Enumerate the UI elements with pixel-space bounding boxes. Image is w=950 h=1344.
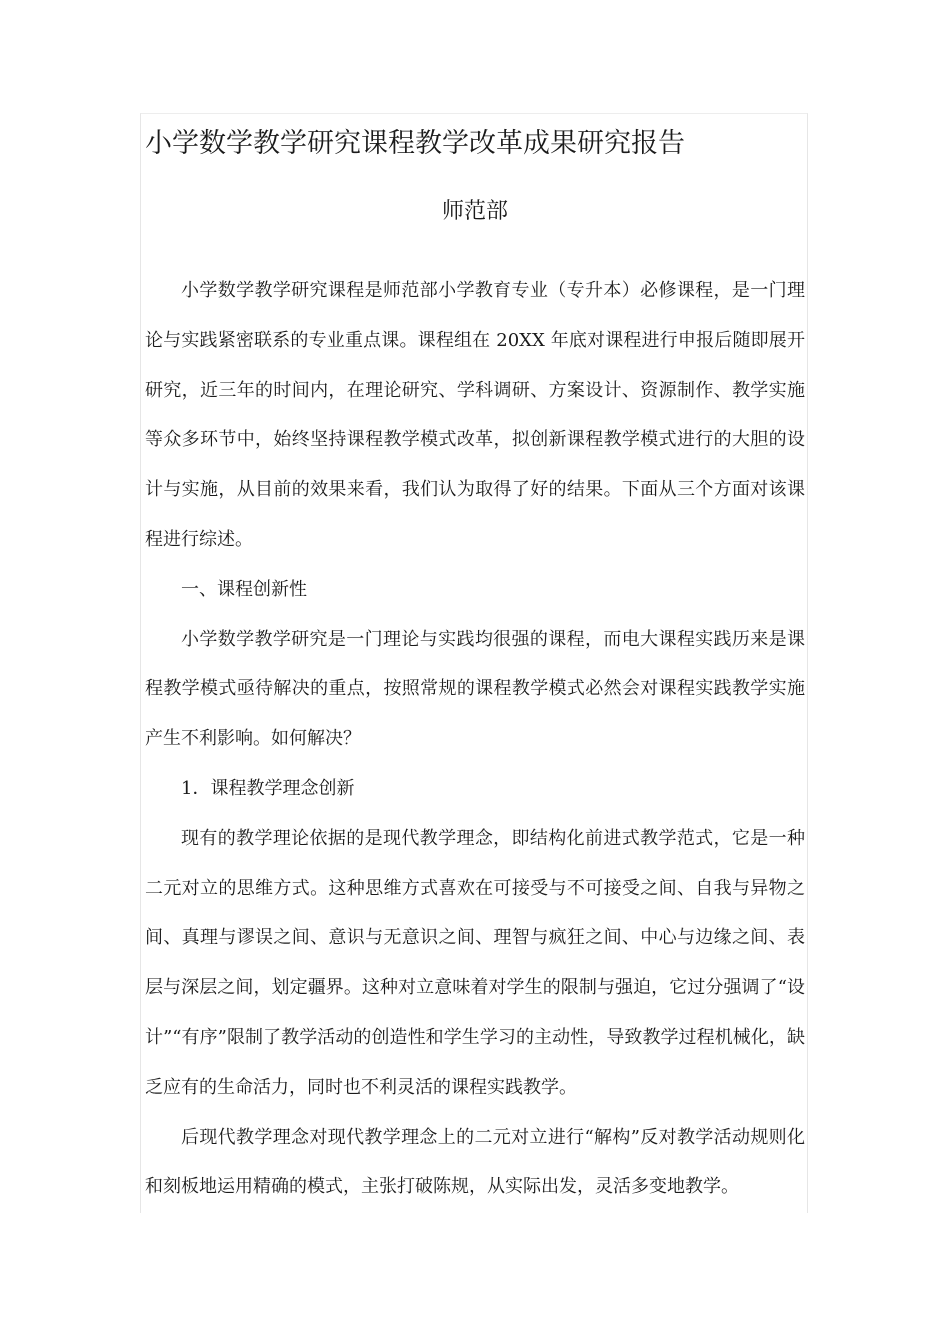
paragraph-modern-concept: 现有的教学理论依据的是现代教学理念，即结构化前进式教学范式，它是一种二元对立的思维方式。这种思维方式喜欢在可接受与不可接受之间、自我与异物之间、真理与谬误之间、意识与无意识之间、理智与疯狂之间、中心与边缘之间、表层与深层之间，划定疆界。这种对立意味着对学生的限制与强迫，它过分强调了“设计”“有序”限制了教学活动的创造性和学生学习的主动性，导致教学过程机械化，缺乏应有的生命活力，同时也不利灵活的课程实践教学。 <box>145 827 805 1098</box>
subsection-heading-concept: 1．课程教学理念创新 <box>181 777 355 799</box>
section-heading-innovation: 一、课程创新性 <box>181 578 307 600</box>
document-body <box>145 266 805 1212</box>
paragraph-innovation: 小学数学教学研究是一门理论与实践均很强的课程，而电大课程实践历来是课程教学模式亟待解决的重点，按照常规的课程教学模式必然会对课程实践教学实施产生不利影响。如何解决？ <box>145 628 805 750</box>
paragraph-postmodern-concept: 后现代教学理念对现代教学理念上的二元对立进行“解构”反对教学活动规则化和刻板地运用精确的模式，主张打破陈规，从实际出发，灵活多变地教学。 <box>145 1126 805 1198</box>
paragraph-intro: 小学数学教学研究课程是师范部小学教育专业（专升本）必修课程，是一门理论与实践紧密联系的专业重点课。课程组在 20XX 年底对课程进行申报后随即展开研究，近三年的时间内，在理论研究、学科调研、方案设计、资源制作、教学实施等众多环节中，始终坚持课程教学模式改革，拟创新课程教学模式进行的大胆的设计与实施，从目前的效果来看，我们认为取得了好的结果。下面从三个方面对该课程进行综述。 <box>145 280 805 550</box>
document-title: 小学数学教学研究课程教学改革成果研究报告 <box>145 128 685 159</box>
document-author: 师范部 <box>441 199 508 224</box>
